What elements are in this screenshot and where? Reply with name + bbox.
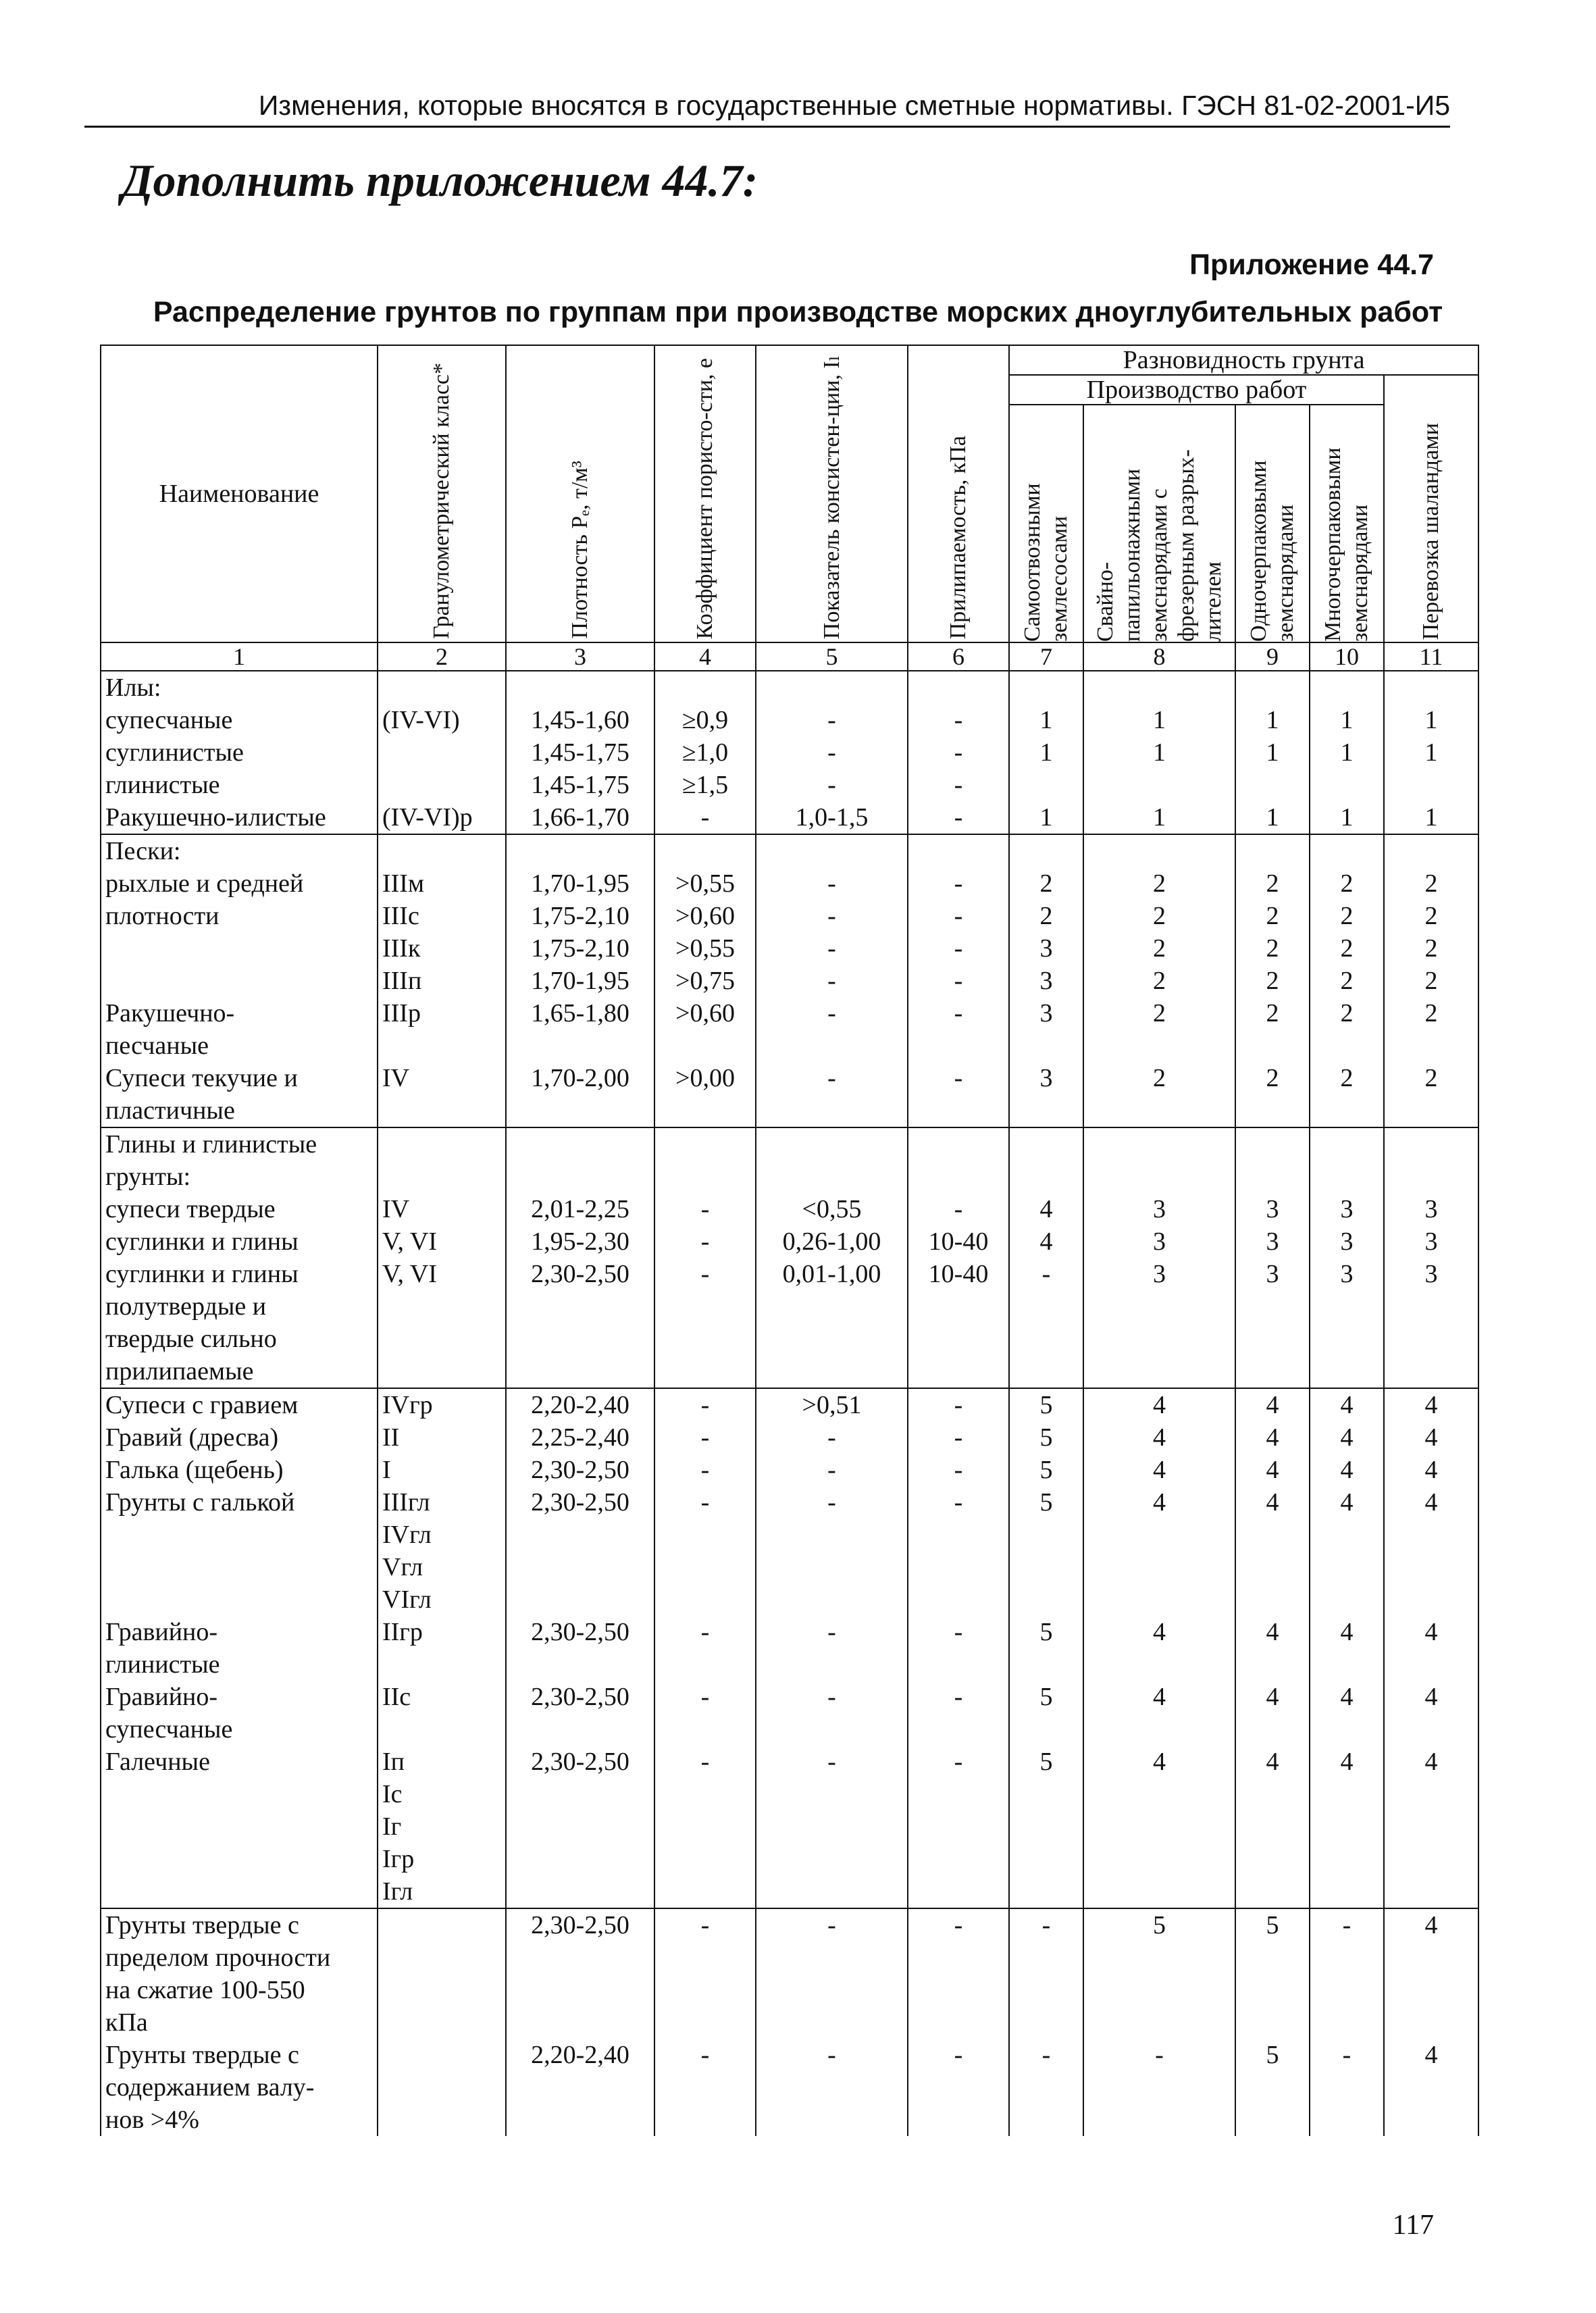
- col-header-production: Производство работ: [1009, 375, 1384, 405]
- row-value-cell: >0,51 - - - - - -: [756, 1388, 908, 1908]
- col-header-adhesion: Прилипаемость, кПа: [908, 345, 1009, 642]
- row-value-cell: 5 5: [1235, 1908, 1310, 2136]
- row-value-cell: 2 2 2 2 2 2: [1235, 834, 1310, 1127]
- row-value-cell: 5 5 5 5 5 5 5: [1009, 1388, 1083, 1908]
- row-value-cell: 2 2 2 2 2 2: [1083, 834, 1235, 1127]
- row-value-cell: - -: [756, 1908, 908, 2136]
- col-header-pile: Свайно-папильонажными земснарядами с фрезерным разрых-лителем: [1083, 405, 1235, 642]
- row-value-cell: - -: [654, 1908, 756, 2136]
- col-header-name: Наименование: [101, 345, 378, 642]
- col-header-barges: Перевозка шаландами: [1384, 375, 1478, 642]
- table-row: [101, 1127, 1478, 1388]
- row-name-cell: Илы: супесчаные суглинистые глинистые Ракушечно-илистые: [101, 671, 378, 834]
- row-value-cell: ≥0,9 ≥1,0 ≥1,5 -: [654, 671, 756, 834]
- row-value-cell: 5 -: [1083, 1908, 1235, 2136]
- row-value-cell: - -: [908, 1908, 1009, 2136]
- row-value-cell: - -: [1310, 1908, 1384, 2136]
- row-value-cell: - - - - - -: [756, 834, 908, 1127]
- table-body: [101, 671, 1478, 2136]
- row-value-cell: - - - 1,0-1,5: [756, 671, 908, 834]
- row-value-cell: - -: [1009, 1908, 1083, 2136]
- row-value-cell: 1,70-1,95 1,75-2,10 1,75-2,10 1,70-1,95 1,65-1,80 1,70-2,00: [506, 834, 654, 1127]
- row-name-cell: Грунты твердые с пределом прочности на сжатие 100-550 кПа Грунты твердые с содержанием валу- нов >4%: [101, 1908, 378, 2136]
- row-value-cell: [378, 1908, 506, 2136]
- row-value-cell: - - - - - - -: [908, 1388, 1009, 1908]
- row-value-cell: <0,55 0,26-1,00 0,01-1,00: [756, 1127, 908, 1388]
- row-value-cell: 3 3 3: [1310, 1127, 1384, 1388]
- table-caption: Распределение грунтов по группам при производстве морских дноуглубительных работ: [153, 296, 1443, 328]
- page-number: 117: [1392, 2210, 1434, 2241]
- row-value-cell: 1 1 1: [1009, 671, 1083, 834]
- row-value-cell: 2 2 2 2 2 2: [1310, 834, 1384, 1127]
- row-value-cell: 4 4 4 4 4 4 4: [1310, 1388, 1384, 1908]
- row-value-cell: 2,01-2,25 1,95-2,30 2,30-2,50: [506, 1127, 654, 1388]
- col-header-density: Плотность Pₑ, т/м³: [506, 345, 654, 642]
- row-value-cell: 3 3 3: [1083, 1127, 1235, 1388]
- table-row: [101, 671, 1478, 834]
- row-value-cell: IIIм IIIс IIIк IIIп IIIр IV: [378, 834, 506, 1127]
- table-row: [101, 1388, 1478, 1908]
- row-value-cell: IV V, VI V, VI: [378, 1127, 506, 1388]
- row-value-cell: 4 4 4 4 4 4 4: [1384, 1388, 1478, 1908]
- row-value-cell: - 10-40 10-40: [908, 1127, 1009, 1388]
- row-name-cell: Пески: рыхлые и средней плотности Ракушечно- песчаные Супеси текучие и пластичные: [101, 834, 378, 1127]
- row-value-cell: 2,20-2,40 2,25-2,40 2,30-2,50 2,30-2,50 2,30-2,50 2,30-2,50 2,30-2,50: [506, 1388, 654, 1908]
- row-value-cell: 1 1 1: [1083, 671, 1235, 834]
- row-value-cell: >0,55 >0,60 >0,55 >0,75 >0,60 >0,00: [654, 834, 756, 1127]
- row-value-cell: 4 4: [1384, 1908, 1478, 2136]
- appendix-label: Приложение 44.7: [1189, 249, 1434, 281]
- row-name-cell: Супеси с гравием Гравий (дресва) Галька (щебень) Грунты с галькой Гравийно- глинистые Гравийно- супесчаные Галечные: [101, 1388, 378, 1908]
- row-value-cell: 1 1 1: [1235, 671, 1310, 834]
- row-value-cell: - - - -: [908, 671, 1009, 834]
- table-row: [101, 834, 1478, 1127]
- row-value-cell: 3 3 3: [1235, 1127, 1310, 1388]
- row-value-cell: 3 3 3: [1384, 1127, 1478, 1388]
- row-value-cell: - - - - - - -: [654, 1388, 756, 1908]
- section-subtitle: Дополнить приложением 44.7:: [122, 155, 758, 206]
- row-value-cell: 4 4 4 4 4 4 4: [1083, 1388, 1235, 1908]
- col-header-self-propelled: Самоотвозными землесосами: [1009, 405, 1083, 642]
- col-header-single-bucket: Одночерпаковыми земснарядами: [1235, 405, 1310, 642]
- table-row: [101, 1908, 1478, 2136]
- row-value-cell: 4 4 -: [1009, 1127, 1083, 1388]
- col-header-consistency: Показатель консистен-ции, Iₗ: [756, 345, 908, 642]
- row-value-cell: IVгр II I IIIгл IVгл Vгл VIгл IIгр IIс Iп Iс Iг Iгр Iгл: [378, 1388, 506, 1908]
- row-value-cell: - - -: [654, 1127, 756, 1388]
- row-value-cell: (IV-VI) (IV-VI)р: [378, 671, 506, 834]
- col-header-multi-bucket: Многочерпаковыми земснарядами: [1310, 405, 1384, 642]
- row-value-cell: - - - - - -: [908, 834, 1009, 1127]
- row-value-cell: 2 2 3 3 3 3: [1009, 834, 1083, 1127]
- col-header-variety: Разновидность грунта: [1009, 345, 1478, 375]
- row-value-cell: 4 4 4 4 4 4 4: [1235, 1388, 1310, 1908]
- col-header-porosity: Коэффициент пористо-сти, е: [654, 345, 756, 642]
- running-header: Изменения, которые вносятся в государственные сметные нормативы. ГЭСН 81-02-2001-И5: [84, 88, 1450, 128]
- row-value-cell: 2,30-2,50 2,20-2,40: [506, 1908, 654, 2136]
- row-value-cell: 1 1 1: [1384, 671, 1478, 834]
- row-name-cell: Глины и глинистые грунты: супеси твердые суглинки и глины суглинки и глины полутвердые и твердые сильно прилипаемые: [101, 1127, 378, 1388]
- row-value-cell: 1,45-1,60 1,45-1,75 1,45-1,75 1,66-1,70: [506, 671, 654, 834]
- column-numbers-row: 1 2 3 4 5 6 7 8 9 10 11: [101, 642, 1478, 671]
- row-value-cell: 2 2 2 2 2 2: [1384, 834, 1478, 1127]
- soil-groups-table: [100, 345, 1479, 2136]
- row-value-cell: 1 1 1: [1310, 671, 1384, 834]
- col-header-granulometric: Гранулометрический класс*: [378, 345, 506, 642]
